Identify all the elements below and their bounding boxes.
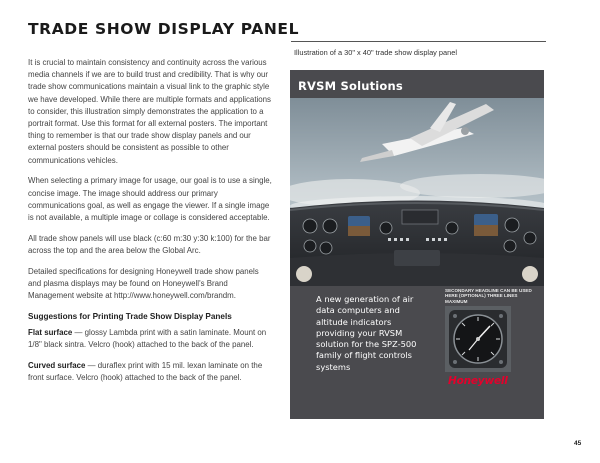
- flat-surface-term: Flat surface: [28, 328, 73, 338]
- illustration-caption: Illustration of a 30" x 40" trade show display panel: [294, 48, 458, 57]
- page-title: TRADE SHOW DISPLAY PANEL: [28, 20, 300, 38]
- specifications-paragraph: Detailed specifications for designing Honeywell trade show panels and plasma displays may be found on Honeywell's Brand Management website at http://www.honeywell.com/brandm.: [28, 266, 259, 301]
- curved-surface-term: Curved surface: [28, 361, 86, 371]
- curved-surface-text: — duraflex print with 15 mil. lexan laminate on the front surface. Velcro (hook) attached to the back of the panel.: [28, 361, 263, 383]
- altitude-indicator-icon: [445, 306, 511, 372]
- curved-surface-paragraph: [28, 360, 274, 384]
- page-number: 45: [574, 440, 582, 447]
- caption-divider: [291, 41, 546, 42]
- trade-show-panel: [290, 70, 544, 419]
- intro-paragraph: It is crucial to maintain consistency and continuity across the various media channels if we are to build trust and credibility. That is why our trade show communications maintain a visual link to the graphic style we have developed. While there are multiple formats and applications to consider, this illustration simply demonstrates the application to a portrait format. Use this format for all external posters. The important thing to remember is that our trade show display panels and our external posters should be consistent as possible to other communications vehicles.: [28, 58, 271, 165]
- body-text-column: [28, 57, 274, 393]
- image-paragraph: When selecting a primary image for usage, our goal is to use a single, concise image. The image should address our primary communications goal, as well as engage the viewer. If a single image is not available, a multiple image or collage is considered acceptable.: [28, 176, 272, 223]
- panel-title: RVSM Solutions: [298, 79, 403, 93]
- honeywell-logo: Honeywell: [448, 375, 508, 387]
- color-paragraph: All trade show panels will use black (c:60 m:30 y:30 k:100) for the bar across the top and the area below the Global Arc.: [28, 233, 271, 256]
- panel-headline: A new generation of air data computers and altitude indicators providing your RVSM solution for the SPZ-500 family of flight controls systems: [316, 294, 417, 372]
- flat-surface-text: — glossy Lambda print with a satin laminate. Mount on 1/8" black sintra. Velcro (hook) attached to the back of the panel.: [28, 328, 267, 350]
- flat-surface-paragraph: [28, 327, 274, 351]
- suggestions-heading: Suggestions for Printing Trade Show Display Panels: [28, 312, 232, 322]
- cockpit-airplane-photo: [290, 98, 544, 286]
- secondary-headline: SECONDARY HEADLINE CAN BE USED HERE (OPTIONAL) THREE LINES MAXIMUM: [445, 288, 532, 304]
